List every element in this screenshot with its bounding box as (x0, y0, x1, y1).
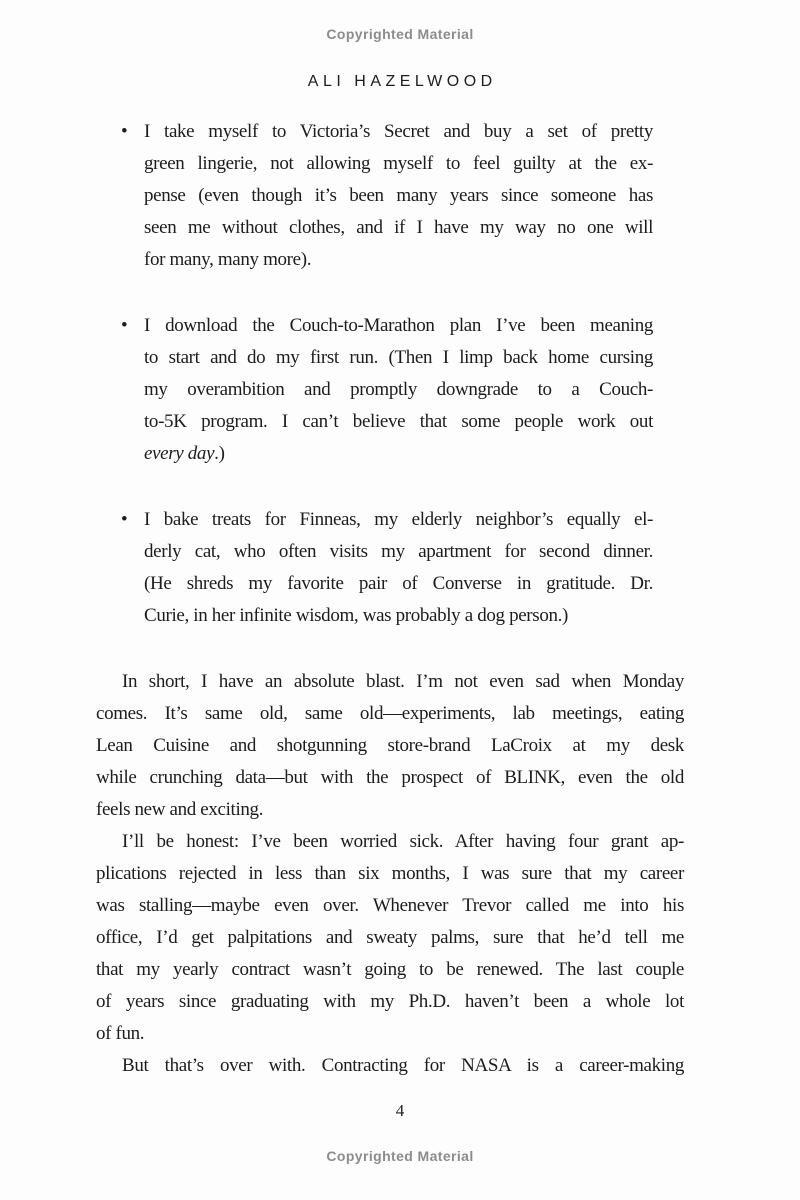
text-segment: while crunching data—but with the prospect of BLINK, even the old (96, 767, 684, 788)
bullet-marker: • (121, 315, 128, 336)
page-body-text (96, 116, 684, 1082)
text-line (96, 954, 684, 986)
text-line (96, 730, 684, 762)
text-segment: I take myself to Victoria’s Secret and buy a set of pretty (144, 121, 653, 142)
text-line (144, 342, 653, 374)
text-segment: comes. It’s same old, same old—experiments, lab meetings, eating (96, 703, 684, 724)
text-segment: (He shreds my favorite pair of Converse in gratitude. Dr. (144, 573, 653, 594)
text-line (96, 794, 684, 826)
copyright-notice-bottom: Copyrighted Material (326, 1148, 474, 1164)
text-line (96, 666, 684, 698)
bullet-marker: • (121, 509, 128, 530)
text-line (96, 858, 684, 890)
text-segment: my overambition and promptly downgrade to a Couch- (144, 379, 653, 400)
text-line (121, 310, 653, 342)
text-line (96, 890, 684, 922)
text-segment: pense (even though it’s been many years since someone has (144, 185, 653, 206)
paragraph (96, 1050, 684, 1082)
text-segment: to-5K program. I can’t believe that some people work out (144, 411, 653, 432)
text-segment: .) (214, 443, 225, 464)
text-segment: I bake treats for Finneas, my elderly neighbor’s equally el- (144, 509, 653, 530)
text-line (144, 374, 653, 406)
text-segment: I’ll be honest: I’ve been worried sick. After having four grant ap- (122, 831, 684, 852)
text-segment: Lean Cuisine and shotgunning store-brand LaCroix at my desk (96, 735, 684, 756)
text-segment: But that’s over with. Contracting for NASA is a career-making (122, 1055, 684, 1076)
text-line (144, 180, 653, 212)
text-line (144, 406, 653, 438)
text-line (96, 1018, 684, 1050)
paragraph (96, 826, 684, 1050)
text-segment: for many, many more). (144, 249, 312, 270)
text-line (144, 212, 653, 244)
text-segment: was stalling—maybe even over. Whenever Trevor called me into his (96, 895, 684, 916)
text-segment: Curie, in her infinite wisdom, was probably a dog person.) (144, 605, 569, 626)
text-segment: office, I’d get palpitations and sweaty palms, sure that he’d tell me (96, 927, 684, 948)
text-line (96, 922, 684, 954)
copyright-notice-top: Copyrighted Material (326, 26, 474, 42)
author-running-head: ALI HAZELWOOD (307, 73, 497, 90)
text-line (144, 244, 653, 276)
text-segment: seen me without clothes, and if I have my way no one will (144, 217, 653, 238)
paragraph (96, 666, 684, 826)
text-segment: that my yearly contract wasn’t going to be renewed. The last couple (96, 959, 684, 980)
text-segment: derly cat, who often visits my apartment for second dinner. (144, 541, 653, 562)
text-segment: of fun. (96, 1023, 145, 1044)
text-line (96, 698, 684, 730)
bullet-item (121, 116, 653, 276)
text-line (96, 826, 684, 858)
text-line (144, 438, 653, 470)
page-number: 4 (395, 1101, 405, 1120)
text-line (144, 536, 653, 568)
text-segment: green lingerie, not allowing myself to feel guilty at the ex- (144, 153, 653, 174)
text-line (121, 116, 653, 148)
text-line (144, 600, 653, 632)
text-line (121, 504, 653, 536)
text-segment: plications rejected in less than six months, I was sure that my career (96, 863, 684, 884)
text-segment: of years since graduating with my Ph.D. haven’t been a whole lot (96, 991, 684, 1012)
bullet-item (121, 504, 653, 632)
text-segment: to start and do my first run. (Then I limp back home cursing (144, 347, 653, 368)
bullet-marker: • (121, 121, 128, 142)
italic-text: every day (144, 443, 215, 464)
text-line (144, 148, 653, 180)
text-segment: feels new and exciting. (96, 799, 264, 820)
text-line (96, 986, 684, 1018)
text-segment: In short, I have an absolute blast. I’m not even sad when Monday (122, 671, 684, 692)
bullet-item (121, 310, 653, 470)
text-line (96, 1050, 684, 1082)
text-line (144, 568, 653, 600)
text-segment: I download the Couch-to-Marathon plan I’ve been meaning (144, 315, 653, 336)
text-line (96, 762, 684, 794)
